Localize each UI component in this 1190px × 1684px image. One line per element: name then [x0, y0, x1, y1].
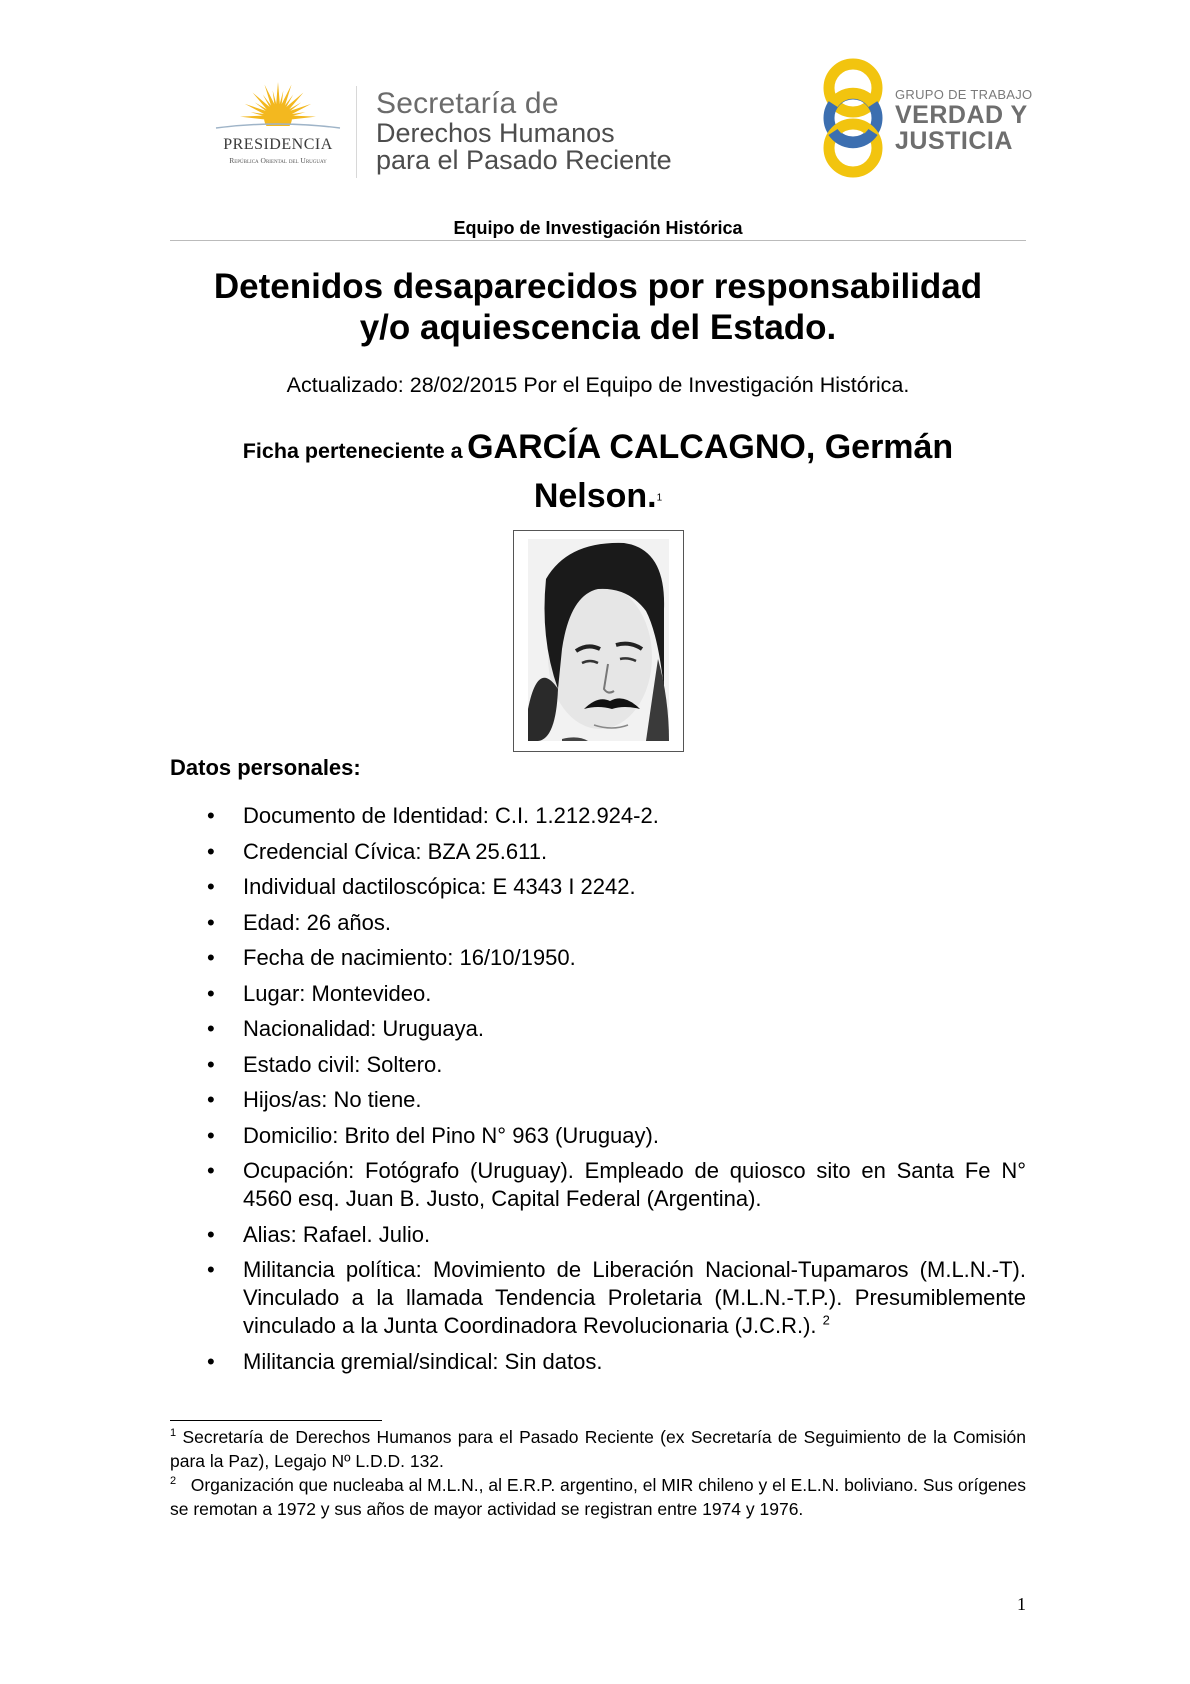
list-item-text: Fecha de nacimiento: 16/10/1950. [243, 945, 576, 970]
bullet: • [207, 874, 215, 899]
list-item [170, 1122, 1026, 1150]
list-item-text: Estado civil: Soltero. [243, 1051, 443, 1077]
secretaria-logo [376, 88, 672, 174]
footnote-2 [170, 1473, 1026, 1521]
list-item [170, 1157, 1026, 1213]
record-prefix: Ficha perteneciente a [242, 439, 463, 463]
list-item-text: Militancia gremial/sindical: Sin datos. [243, 1348, 603, 1374]
bullet: • [207, 1016, 215, 1041]
list-item [170, 980, 1026, 1008]
bullet: • [207, 1051, 215, 1077]
list-item-text: Militancia política: Movimiento de Liberación Nacional-Tupamaros (M.L.N.-T). Vinculado a la llamada Tendencia Proletaria (M.L.N.-T.P.). Presumiblemente vinculado a la Junta Coordinadora Revolucionaria (J.C.R.). [243, 1257, 1026, 1338]
record-heading [170, 426, 1026, 524]
list-item-text: Hijos/as: No tiene. [243, 1087, 422, 1112]
bullet: • [207, 1221, 215, 1247]
verdad-label: VERDAD Y [895, 101, 1028, 129]
grupo-de-trabajo-label: GRUPO DE TRABAJO [895, 87, 1033, 102]
sun-emblem-icon [198, 80, 358, 180]
document-title-line-1: Detenidos desaparecidos por responsabilidad [213, 267, 983, 306]
bullet: • [207, 980, 215, 1006]
bullet: • [207, 909, 215, 935]
list-item [170, 1348, 1026, 1376]
portrait-photo [513, 530, 684, 752]
bullet: • [207, 803, 215, 828]
footnote-2-text: Organización que nucleaba al M.L.N., al E.R.P. argentino, el MIR chileno y el E.L.N. boliviano. Sus orígenes se remotan a 1972 y sus años de mayor actividad se registran entre 1974 y 1976. [170, 1475, 1026, 1519]
list-item [170, 1221, 1026, 1249]
secretaria-line-1: Secretaría de [376, 87, 559, 120]
list-item [170, 1051, 1026, 1079]
bullet: • [207, 1087, 215, 1112]
justicia-label: JUSTICIA [895, 127, 1013, 155]
section-heading: Datos personales: [170, 755, 361, 780]
footnote-ref-2: 2 [822, 1312, 830, 1328]
secretaria-line-2: Derechos Humanos [376, 118, 615, 148]
list-item-text: Edad: 26 años. [243, 909, 392, 935]
list-item [170, 944, 1026, 972]
document-title [170, 266, 1026, 348]
footnote-ref-1: 1 [656, 492, 663, 504]
bullet: • [207, 1122, 215, 1148]
footnote-1 [170, 1425, 1026, 1473]
secretaria-line-3: para el Pasado Reciente [376, 145, 672, 175]
updated-line: Actualizado: 28/02/2015 Por el Equipo de Investigación Histórica. [286, 373, 910, 397]
list-item [170, 838, 1026, 866]
list-item [170, 1256, 1026, 1340]
bullet: • [207, 838, 215, 864]
footnote-divider [170, 1420, 382, 1421]
list-item-text: Domicilio: Brito del Pino N° 963 (Uruguay). [243, 1122, 659, 1148]
record-name-line-1: GARCÍA CALCAGNO, Germán [467, 428, 954, 466]
presidencia-logo [198, 80, 358, 180]
footnotes [170, 1425, 1026, 1521]
list-item [170, 909, 1026, 937]
team-heading: Equipo de Investigación Histórica [453, 218, 743, 238]
list-item-text: Documento de Identidad: C.I. 1.212.924-2. [243, 803, 659, 828]
list-item-text: Ocupación: Fotógrafo (Uruguay). Empleado de quiosco sito en Santa Fe N° 4560 esq. Juan B. Justo, Capital Federal (Argentina). [243, 1158, 1026, 1211]
list-item-text: Lugar: Montevideo. [243, 980, 432, 1006]
list-item-text: Credencial Cívica: BZA 25.611. [243, 838, 548, 864]
page-number: 1 [1017, 1594, 1026, 1614]
list-item [170, 802, 1026, 830]
logo-divider [356, 86, 357, 178]
list-item [170, 873, 1026, 901]
bullet: • [207, 1348, 215, 1374]
presidencia-subtitle: República Oriental del Uruguay [229, 156, 327, 165]
document-title-line-2: y/o aquiescencia del Estado. [359, 308, 837, 347]
list-item-text: Individual dactiloscópica: E 4343 I 2242. [243, 874, 636, 899]
list-item-text: Nacionalidad: Uruguaya. [243, 1016, 484, 1041]
footnote-1-text: Secretaría de Derechos Humanos para el Pasado Reciente (ex Secretaría de Seguimiento de la Comisión para la Paz), Legajo Nº L.D.D. 132. [170, 1427, 1026, 1471]
interlocked-rings-icon [820, 56, 900, 180]
bullet: • [207, 1158, 215, 1183]
footnote-2-ref: 2 [170, 1475, 177, 1488]
presidencia-name: PRESIDENCIA [223, 136, 333, 153]
list-item [170, 1086, 1026, 1114]
bullet: • [207, 1257, 215, 1282]
portrait-image [528, 539, 669, 741]
list-item [170, 1015, 1026, 1043]
verdad-justicia-text [895, 88, 1032, 154]
list-item-text: Alias: Rafael. Julio. [243, 1221, 431, 1247]
personal-data-list [170, 802, 1026, 1383]
footnote-1-ref: 1 [170, 1427, 177, 1440]
bullet: • [207, 945, 215, 970]
record-name-line-2: Nelson. [533, 477, 657, 515]
header-divider [170, 240, 1026, 241]
